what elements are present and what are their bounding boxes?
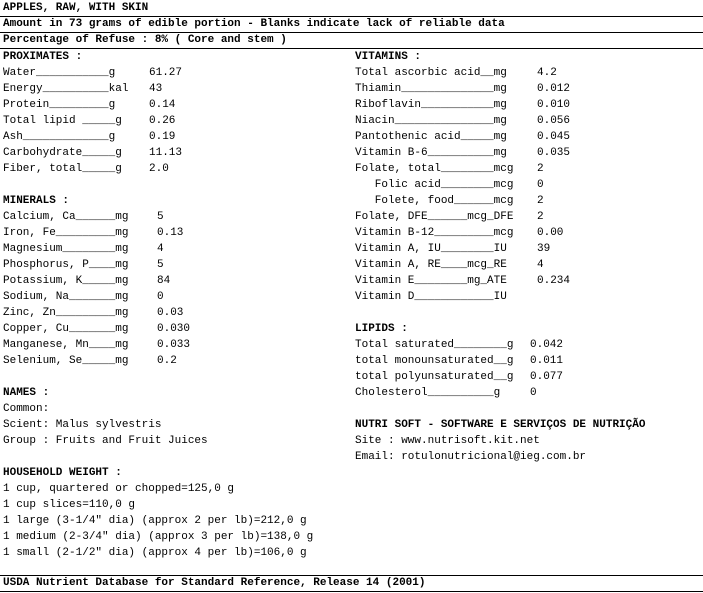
nutrient-row <box>3 97 348 113</box>
household-item: 1 large (3-1/4" dia) (approx 2 per lb)=212,0 g <box>3 515 307 527</box>
proximates-list <box>3 65 348 177</box>
nutrient-row <box>355 353 700 369</box>
nutrient-row <box>355 81 700 97</box>
nutrient-value: 0.011 <box>530 355 564 367</box>
nutrient-row <box>3 241 348 257</box>
nutrient-value: 0.056 <box>537 115 571 127</box>
nutrient-row <box>3 161 348 177</box>
nutrient-row <box>3 257 348 273</box>
nutrient-value: 4 <box>537 259 544 271</box>
nutrient-value: 0.234 <box>537 275 571 287</box>
divider <box>0 16 703 17</box>
nutrient-label: Energy__________kal <box>3 83 129 95</box>
nutrient-row <box>355 257 700 273</box>
nutrient-label: Niacin_______________mg <box>355 115 507 127</box>
nutrient-value: 5 <box>157 211 164 223</box>
nutrient-label: Protein_________g <box>3 99 116 111</box>
nutrient-value: 0 <box>530 387 537 399</box>
household-heading: HOUSEHOLD WEIGHT : <box>3 467 122 479</box>
household-item: 1 medium (2-3/4" dia) (approx 3 per lb)=138,0 g <box>3 531 314 543</box>
vitamins-heading: VITAMINS : <box>355 51 422 63</box>
nutrient-value: 0.010 <box>537 99 571 111</box>
nutrient-label: Phosphorus, P____mg <box>3 259 129 271</box>
names-scient: Scient: Malus sylvestris <box>3 419 162 431</box>
nutrient-row <box>3 225 348 241</box>
nutrient-label: Vitamin D____________IU <box>355 291 507 303</box>
nutrient-value: 0.14 <box>149 99 176 111</box>
nutrient-label: Folate, total________mcg <box>355 163 514 175</box>
nutrient-label: Total ascorbic acid__mg <box>355 67 507 79</box>
nutrient-value: 0.045 <box>537 131 571 143</box>
nutrient-label: Ash_____________g <box>3 131 116 143</box>
nutrient-label: Iron, Fe_________mg <box>3 227 129 239</box>
nutrient-value: 2 <box>537 211 544 223</box>
nutrient-value: 2.0 <box>149 163 169 175</box>
nutrient-label: Total lipid _____g <box>3 115 122 127</box>
nutrient-value: 2 <box>537 195 544 207</box>
minerals-list <box>3 209 348 369</box>
nutrient-label: total polyunsaturated__g <box>355 371 514 383</box>
nutrient-label: Copper, Cu_______mg <box>3 323 129 335</box>
nutrient-value: 0 <box>537 179 544 191</box>
nutrient-label: Vitamin B-12_________mcg <box>355 227 514 239</box>
nutrient-row <box>3 321 348 337</box>
nutrient-label: Folate, DFE______mcg_DFE <box>355 211 514 223</box>
amount-line: Amount in 73 grams of edible portion - Blanks indicate lack of reliable data <box>3 18 505 30</box>
nutrient-row <box>355 177 700 193</box>
nutrient-row <box>3 305 348 321</box>
vitamins-list <box>355 65 700 305</box>
nutrient-label: Vitamin B-6__________mg <box>355 147 507 159</box>
nutrisoft-heading: NUTRI SOFT - SOFTWARE E SERVIÇOS DE NUTRIÇÃO <box>355 419 646 431</box>
names-heading: NAMES : <box>3 387 50 399</box>
nutrient-label: Selenium, Se_____mg <box>3 355 129 367</box>
nutrient-label: Magnesium________mg <box>3 243 129 255</box>
minerals-heading: MINERALS : <box>3 195 70 207</box>
household-item: 1 cup, quartered or chopped=125,0 g <box>3 483 235 495</box>
nutrient-row <box>3 273 348 289</box>
nutrient-value: 0.26 <box>149 115 176 127</box>
nutrient-label: Fiber, total_____g <box>3 163 122 175</box>
nutrient-row <box>3 289 348 305</box>
nutrient-value: 0.030 <box>157 323 191 335</box>
left-column <box>3 49 348 561</box>
lipids-list <box>355 337 700 401</box>
nutrient-row <box>3 337 348 353</box>
nutrient-label: Thiamin______________mg <box>355 83 507 95</box>
nutrient-value: 5 <box>157 259 164 271</box>
nutrient-label: Vitamin E________mg_ATE <box>355 275 507 287</box>
nutrient-value: 0.077 <box>530 371 564 383</box>
nutrient-label: Carbohydrate_____g <box>3 147 122 159</box>
household-item: 1 cup slices=110,0 g <box>3 499 136 511</box>
nutrient-row <box>3 353 348 369</box>
nutrient-value: 0.13 <box>157 227 184 239</box>
nutrient-value: 0.012 <box>537 83 571 95</box>
nutrient-label: Manganese, Mn____mg <box>3 339 129 351</box>
right-column <box>355 49 700 465</box>
nutrient-row <box>355 113 700 129</box>
nutrient-label: Total saturated________g <box>355 339 514 351</box>
nutrient-row <box>355 289 700 305</box>
nutrient-label: Sodium, Na_______mg <box>3 291 129 303</box>
nutrient-row <box>3 113 348 129</box>
nutrient-row <box>355 129 700 145</box>
nutrient-value: 4.2 <box>537 67 557 79</box>
nutrient-row <box>355 145 700 161</box>
nutrient-value: 0.03 <box>157 307 184 319</box>
food-title: APPLES, RAW, WITH SKIN <box>3 2 149 14</box>
nutrient-label: Folic acid________mcg <box>355 179 514 191</box>
nutrient-value: 0.033 <box>157 339 191 351</box>
nutrient-row <box>355 337 700 353</box>
nutrient-label: total monounsaturated__g <box>355 355 514 367</box>
nutrient-label: Cholesterol__________g <box>355 387 501 399</box>
nutrient-row <box>355 385 700 401</box>
nutrient-label: Folete, food______mcg <box>355 195 514 207</box>
nutrient-row <box>355 369 700 385</box>
nutrient-value: 2 <box>537 163 544 175</box>
nutrient-label: Vitamin A, RE____mcg_RE <box>355 259 507 271</box>
nutrient-value: 0.035 <box>537 147 571 159</box>
source-line: USDA Nutrient Database for Standard Reference, Release 14 (2001) <box>3 577 426 589</box>
nutrient-value: 4 <box>157 243 164 255</box>
lipids-heading: LIPIDS : <box>355 323 408 335</box>
divider <box>0 591 703 592</box>
nutrient-label: Potassium, K_____mg <box>3 275 129 287</box>
nutrient-label: Riboflavin___________mg <box>355 99 507 111</box>
nutrient-value: 84 <box>157 275 171 287</box>
nutrient-value: 39 <box>537 243 551 255</box>
nutrisoft-site: Site : www.nutrisoft.kit.net <box>355 435 540 447</box>
nutrisoft-email: Email: rotulonutricional@ieg.com.br <box>355 451 587 463</box>
nutrient-row <box>355 273 700 289</box>
household-item: 1 small (2-1/2" dia) (approx 4 per lb)=106,0 g <box>3 547 307 559</box>
nutrient-label: Vitamin A, IU________IU <box>355 243 507 255</box>
nutrient-row <box>3 65 348 81</box>
nutrient-value: 11.13 <box>149 147 183 159</box>
nutrient-row <box>355 209 700 225</box>
nutrient-label: Pantothenic acid_____mg <box>355 131 507 143</box>
refuse-line: Percentage of Refuse : 8% ( Core and stem ) <box>3 34 287 46</box>
names-common: Common: <box>3 403 50 415</box>
nutrient-row <box>3 209 348 225</box>
nutrient-label: Zinc, Zn_________mg <box>3 307 129 319</box>
names-group: Group : Fruits and Fruit Juices <box>3 435 208 447</box>
divider <box>0 575 703 576</box>
nutrient-value: 0 <box>157 291 164 303</box>
nutrient-label: Water___________g <box>3 67 116 79</box>
nutrient-value: 0.00 <box>537 227 564 239</box>
nutrient-value: 0.19 <box>149 131 176 143</box>
nutrient-label: Calcium, Ca______mg <box>3 211 129 223</box>
nutrient-row <box>355 225 700 241</box>
proximates-heading: PROXIMATES : <box>3 51 83 63</box>
nutrient-row <box>355 193 700 209</box>
nutrient-value: 0.042 <box>530 339 564 351</box>
nutrient-row <box>355 161 700 177</box>
nutrient-row <box>3 81 348 97</box>
nutrient-value: 0.2 <box>157 355 177 367</box>
nutrient-row <box>355 97 700 113</box>
nutrient-row <box>355 241 700 257</box>
nutrient-row <box>3 129 348 145</box>
nutrient-row <box>355 65 700 81</box>
nutrient-value: 61.27 <box>149 67 183 79</box>
nutrient-row <box>3 145 348 161</box>
divider <box>0 32 703 33</box>
household-list <box>3 481 348 561</box>
nutrient-value: 43 <box>149 83 163 95</box>
